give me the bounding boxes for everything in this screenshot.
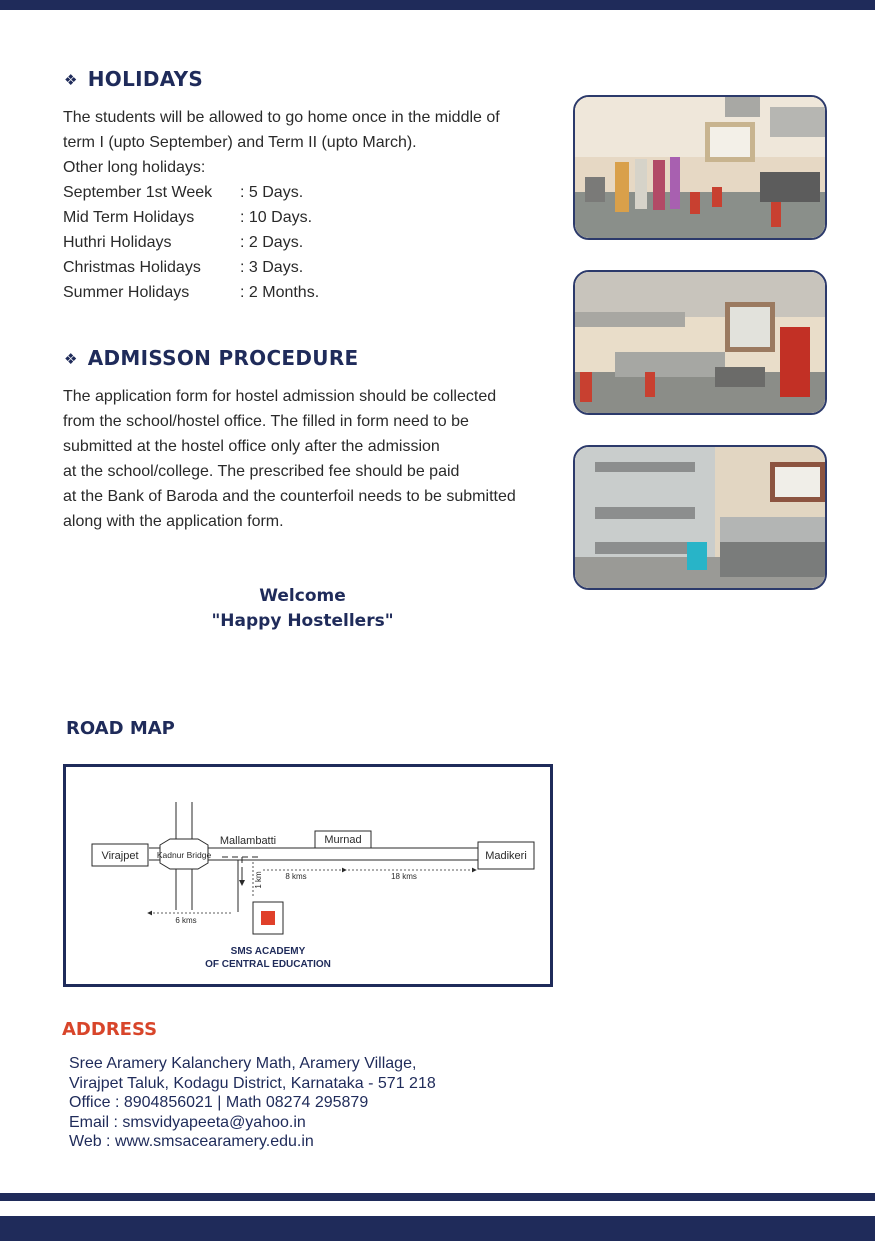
address-line: Virajpet Taluk, Kodagu District, Karnataka - 571 218 — [69, 1074, 436, 1092]
1km-label: 1 km — [254, 871, 263, 889]
holiday-row — [63, 180, 500, 205]
school-name-line1: SMS ACADEMY — [230, 946, 306, 957]
welcome-line: "Happy Hostellers" — [211, 611, 394, 631]
6kms-label: 6 kms — [175, 916, 197, 925]
holiday-row — [63, 280, 500, 305]
holiday-duration: : 2 Days. — [240, 234, 304, 251]
holidays-intro-line: term I (upto September) and Term II (upto March). — [63, 134, 417, 151]
road-map — [63, 764, 553, 987]
mallambatti-label: Mallambatti — [219, 835, 277, 847]
kitchen-photo-2 — [573, 270, 827, 415]
address-line: Sree Aramery Kalanchery Math, Aramery Village, — [69, 1055, 417, 1072]
school-name-line2: OF CENTRAL EDUCATION — [205, 959, 331, 970]
road-map-heading: ROAD MAP — [66, 718, 175, 739]
welcome-message — [160, 584, 445, 634]
admission-text — [63, 384, 516, 534]
website-text: Web : www.smsacearamery.edu.in — [69, 1133, 314, 1150]
kitchen-photo-3 — [573, 445, 827, 590]
holiday-row — [63, 255, 500, 280]
holidays-intro-line: Other long holidays: — [63, 159, 206, 176]
holiday-duration: : 3 Days. — [240, 259, 304, 276]
admission-heading-text: ADMISSON PROCEDURE — [87, 346, 359, 370]
admission-line: along with the application form. — [63, 513, 284, 530]
admission-line: from the school/hostel office. The filled in form need to be — [63, 413, 469, 430]
kitchen-photo-1 — [573, 95, 827, 240]
holidays-heading — [64, 67, 203, 91]
school-marker — [261, 911, 275, 925]
top-border-bar — [0, 0, 875, 10]
kadnur-bridge-label: Kadnur Bridge — [156, 850, 212, 860]
holidays-heading-text: HOLIDAYS — [87, 67, 204, 91]
admission-line: The application form for hostel admission should be collected — [63, 388, 497, 405]
murnad-label: Murnad — [324, 834, 362, 846]
welcome-line: Welcome — [259, 586, 346, 606]
8kms-label: 8 kms — [285, 872, 307, 881]
holiday-duration: : 2 Months. — [240, 284, 320, 301]
holidays-intro-line: The students will be allowed to go home once in the middle of — [63, 109, 500, 126]
18kms-label: 18 kms — [391, 872, 417, 881]
email-text: Email : smsvidyapeeta@yahoo.in — [69, 1113, 306, 1131]
madikeri-label: Madikeri — [485, 850, 527, 862]
admission-line: submitted at the hostel office only after the admission — [63, 438, 440, 455]
diamond-bullet-icon: ❖ — [64, 350, 78, 368]
bottom-border-line — [0, 1193, 875, 1201]
holiday-name: Christmas Holidays — [63, 259, 201, 276]
holiday-name: Summer Holidays — [63, 284, 190, 301]
holidays-text — [63, 105, 500, 305]
admission-line: at the Bank of Baroda and the counterfoil needs to be submitted — [63, 488, 516, 505]
admission-line: at the school/college. The prescribed fee should be paid — [63, 463, 460, 480]
holiday-name: Huthri Holidays — [63, 234, 172, 251]
holiday-row — [63, 205, 500, 230]
virajpet-label: Virajpet — [101, 850, 139, 862]
address-block — [69, 1054, 436, 1152]
holiday-duration: : 5 Days. — [240, 184, 304, 201]
address-heading: ADDRESS — [62, 1019, 158, 1040]
holiday-duration: : 10 Days. — [240, 209, 313, 226]
office-phone: Office : 8904856021 | Math 08274 295879 — [69, 1094, 369, 1111]
bottom-border-bar — [0, 1216, 875, 1241]
admission-heading — [64, 346, 359, 370]
holiday-name: September 1st Week — [63, 184, 213, 201]
diamond-bullet-icon: ❖ — [64, 71, 78, 89]
holiday-name: Mid Term Holidays — [63, 209, 195, 226]
holiday-row — [63, 230, 500, 255]
